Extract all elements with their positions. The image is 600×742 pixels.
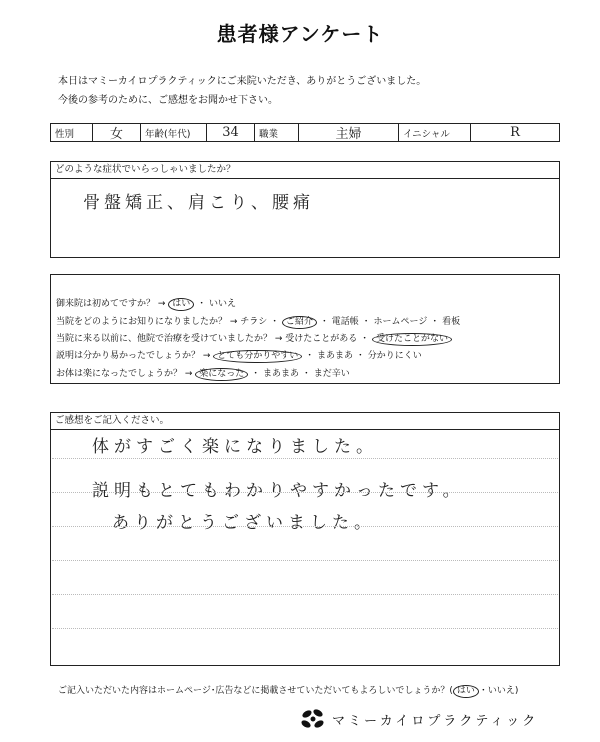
- option-separator: ・: [358, 317, 374, 327]
- gender-label: 性別: [51, 124, 93, 141]
- ruled-line: [52, 458, 558, 459]
- publish-close: ): [514, 686, 519, 696]
- publish-question-text: ご記入いただいた内容はホームページ･広告などに掲載させていただいてもよろしいでしょうか？(: [58, 686, 453, 696]
- question-text: 当院に来る以前に、他院で治療を受けていましたか？ →: [56, 334, 283, 344]
- job-value[interactable]: 主婦: [299, 124, 399, 141]
- question-text: 当院をどのようにお知りになりましたか？ →: [56, 317, 238, 327]
- clinic-name: マミーカイロプラクティック: [332, 713, 539, 729]
- option-separator: ・: [248, 369, 264, 379]
- answer-option[interactable]: 分かりにくい: [367, 351, 422, 361]
- answer-option[interactable]: とても分かりやすい: [213, 350, 302, 363]
- answer-option[interactable]: まだ辛い: [313, 369, 350, 379]
- question-line: [56, 331, 452, 346]
- question-line: [56, 296, 236, 311]
- option-separator: ・: [302, 351, 318, 361]
- age-value[interactable]: 34: [207, 124, 255, 141]
- answer-option[interactable]: 楽になった: [195, 368, 248, 381]
- question-line: [56, 314, 460, 329]
- option-separator: ・: [353, 351, 368, 361]
- answer-option[interactable]: ホームページ: [373, 317, 428, 327]
- ruled-line: [52, 526, 558, 527]
- comment-line-2[interactable]: 説明もとてもわかりやすかったです。: [92, 481, 465, 501]
- intro-line-2: 今後の参考のために、ご感想をお聞かせ下さい。: [58, 95, 278, 106]
- flower-icon: [300, 708, 326, 730]
- ruled-line: [52, 492, 558, 493]
- option-separator: ・: [427, 317, 443, 327]
- page-title: 患者様アンケート: [216, 22, 384, 46]
- answer-option[interactable]: いいえ: [209, 299, 237, 309]
- comment-line-3[interactable]: ありがとうございました。: [112, 513, 376, 533]
- publish-no-option[interactable]: いいえ: [487, 686, 515, 696]
- publish-question: [58, 683, 518, 698]
- symptoms-answer[interactable]: 骨盤矯正、肩こり、腰痛: [83, 193, 314, 213]
- initial-value[interactable]: R: [510, 125, 520, 140]
- option-separator: ・: [267, 317, 283, 327]
- symptoms-question: どのような症状でいらっしゃいましたか？: [51, 162, 559, 179]
- clinic-logo: [300, 708, 538, 730]
- question-line: [56, 366, 350, 381]
- intro-line-1: 本日はマミーカイロプラクティックにご来院いただき、ありがとうございました。: [58, 76, 427, 87]
- answer-option[interactable]: まあまあ: [317, 351, 354, 361]
- question-text: 御来院は初めてですか？ →: [56, 299, 166, 309]
- answer-option[interactable]: チラシ: [240, 317, 268, 327]
- ruled-line: [52, 628, 558, 629]
- initial-label: イニシャル: [399, 124, 471, 141]
- answer-option[interactable]: 受けたことがある: [285, 334, 358, 344]
- ruled-line: [52, 594, 558, 595]
- comment-line-1[interactable]: 体がすごく楽になりました。: [92, 437, 378, 457]
- symptoms-box: [50, 161, 560, 258]
- answer-option[interactable]: ご紹介: [282, 316, 317, 329]
- ruled-line: [52, 560, 558, 561]
- question-text: 説明は分かり易かったでしょうか？ →: [56, 351, 211, 361]
- option-separator: ・: [317, 317, 332, 327]
- question-line: [56, 348, 422, 363]
- question-text: お体は楽になったでしょうか？ →: [56, 369, 193, 379]
- job-label: 職業: [255, 124, 299, 141]
- option-separator: ・: [299, 369, 314, 379]
- answer-option[interactable]: はい: [168, 298, 194, 311]
- option-separator: ・: [194, 299, 210, 309]
- comments-header: ご感想をご記入ください。: [51, 413, 559, 430]
- answer-option[interactable]: まあまあ: [263, 369, 300, 379]
- answer-option[interactable]: 看板: [442, 317, 461, 327]
- answer-option[interactable]: 電話帳: [331, 317, 359, 327]
- publish-separator: ・: [478, 686, 488, 696]
- profile-table: [50, 123, 560, 142]
- age-label: 年齢(年代): [141, 124, 207, 141]
- gender-value[interactable]: 女: [93, 124, 141, 141]
- publish-yes-option[interactable]: はい: [453, 685, 479, 698]
- answer-option[interactable]: 受けたことがない: [372, 333, 452, 346]
- option-separator: ・: [357, 334, 373, 344]
